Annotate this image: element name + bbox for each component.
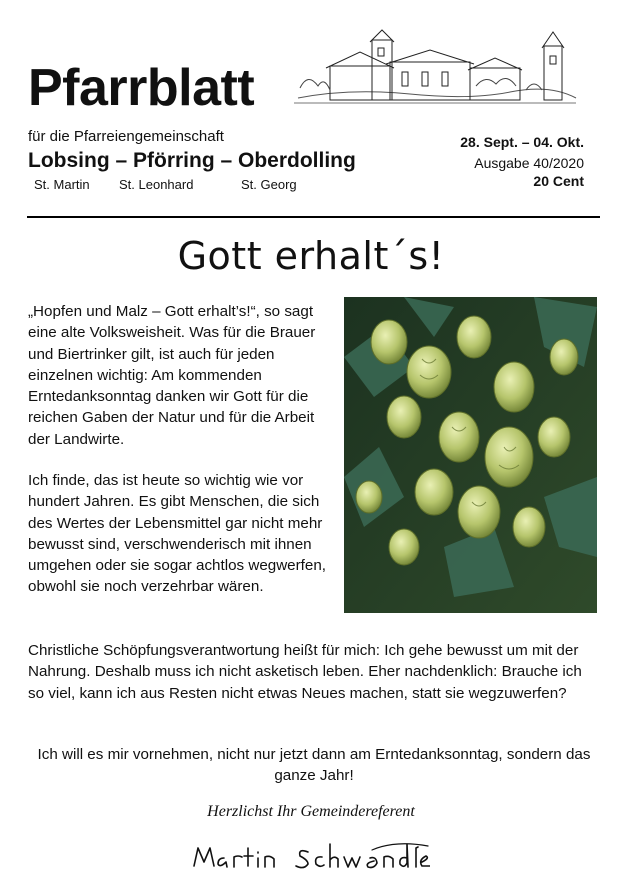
closing-line: Herzlichst Ihr Gemeindereferent (207, 803, 415, 820)
article-paragraph: Ich finde, das ist heute so wichtig wie vor hundert Jahren. Es gibt Menschen, die sich des Wertes der Lebensmittel gar nicht mehr bewusst sind, verschwenderisch mit ihnen umgehen oder sie sogar achtlos wegwerfen, obwohl sie noch verzehrbar wären. (28, 472, 327, 596)
article-headline: Gott erhalt´s! (177, 234, 445, 278)
church-illustration (290, 28, 580, 108)
issue-number: Ausgabe 40/2020 (474, 155, 584, 171)
hop-cones-photo (344, 297, 597, 613)
article-paragraph: „Hopfen und Malz – Gott erhalt’s!“, so sagt eine alte Volksweisheit. Was für die Brauer und Biertrinker gilt, ist auch für jeden einzelnen wichtig: Am kommenden Erntedanksonntag danken wir Gott für die reichen Gaben der Natur und für die Arbeit der Landwirte. (28, 303, 316, 448)
saint-label: St. Martin (34, 177, 90, 192)
subtitle: für die Pfarreiengemeinschaft (28, 128, 224, 145)
signature (190, 836, 430, 876)
article-paragraph: Ich will es mir vornehmen, nicht nur jetzt dann am Erntedanksonntag, sondern das ganze Jahr! (37, 746, 591, 785)
saint-label: St. Georg (241, 177, 297, 192)
page-title: Pfarrblatt (28, 59, 255, 117)
saint-label: St. Leonhard (119, 177, 194, 192)
parishes-heading: Lobsing – Pförring – Oberdolling (28, 149, 356, 172)
price: 20 Cent (533, 173, 584, 189)
date-range: 28. Sept. – 04. Okt. (460, 134, 584, 150)
header-divider (27, 216, 600, 218)
article-paragraph: Christliche Schöpfungsverantwortung heißt für mich: Ich gehe bewusst um mit der Nahrung. Deshalb muss ich nicht asketisch leben. Eher nachdenklich: Brauche ich so viel, kann ich aus Resten nicht etwas Neues machen, statt sie wegzuwerfen? (28, 642, 582, 702)
